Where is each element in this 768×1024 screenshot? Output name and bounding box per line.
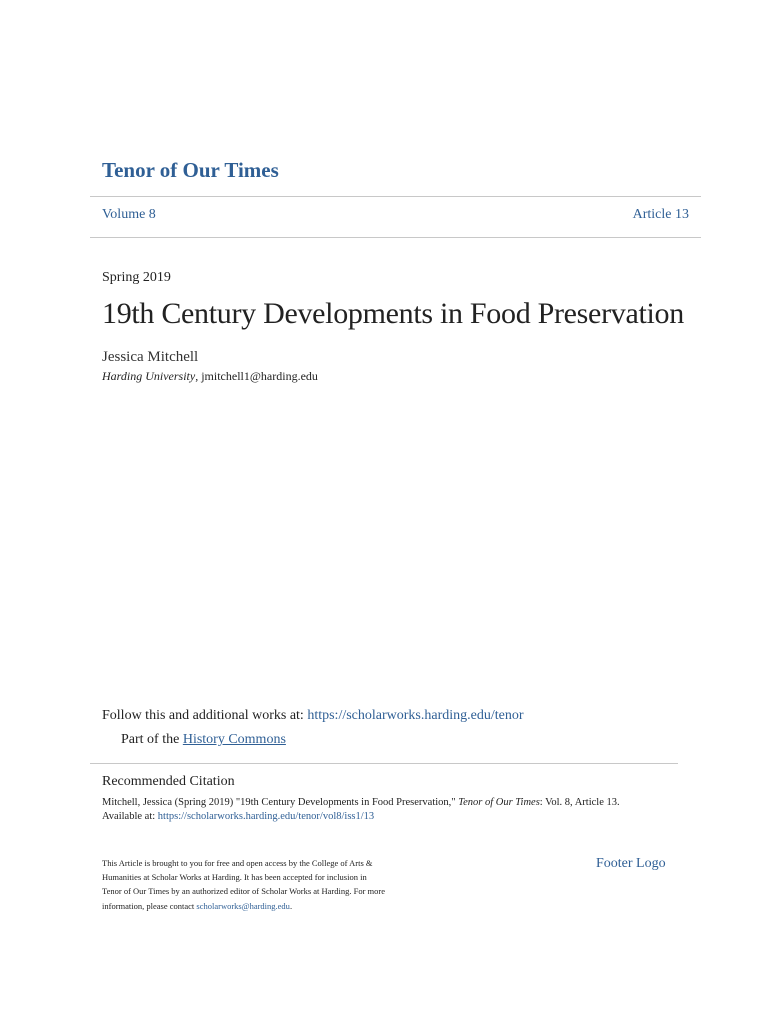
affiliation-name: Harding University bbox=[102, 369, 196, 383]
article-title: 19th Century Developments in Food Preservation bbox=[102, 297, 684, 330]
citation-heading: Recommended Citation bbox=[102, 774, 235, 789]
contact-email-link[interactable]: scholarworks@harding.edu bbox=[196, 900, 290, 911]
author-affiliation bbox=[102, 369, 318, 384]
article-number-link[interactable]: Article 13 bbox=[632, 207, 689, 222]
divider-bottom bbox=[90, 237, 701, 238]
notice-text: This Article is brought to you for free and open access by the College of Arts & Humanities at Scholar Works at Harding. It has been accepted for inclusion in Tenor of Our Times by an authorized editor of Scholar Works at Harding. For more information, please contact bbox=[102, 858, 386, 911]
part-of-line bbox=[121, 732, 286, 748]
author-name: Jessica Mitchell bbox=[102, 349, 199, 365]
citation-text-pre: Mitchell, Jessica (Spring 2019) "19th Century Developments in Food Preservation," bbox=[102, 797, 459, 808]
follow-url-link[interactable]: https://scholarworks.harding.edu/tenor bbox=[307, 708, 524, 723]
citation-body bbox=[102, 796, 702, 824]
follow-line bbox=[102, 708, 524, 724]
footer-logo[interactable]: Footer Logo bbox=[596, 856, 666, 871]
follow-label: Follow this and additional works at: bbox=[102, 708, 308, 723]
part-of-label: Part of the bbox=[121, 732, 183, 747]
notice-end: . bbox=[289, 900, 293, 911]
history-commons-link[interactable]: History Commons bbox=[182, 732, 286, 747]
citation-journal: Tenor of Our Times bbox=[458, 797, 540, 808]
volume-row bbox=[102, 207, 689, 223]
citation-text-post: : Vol. 8, Article 13. bbox=[539, 797, 620, 808]
citation-divider bbox=[90, 763, 678, 764]
journal-title[interactable]: Tenor of Our Times bbox=[102, 158, 279, 182]
affiliation-separator: , bbox=[195, 369, 202, 383]
publication-date: Spring 2019 bbox=[102, 270, 171, 285]
access-notice bbox=[102, 856, 387, 913]
available-url-link[interactable]: https://scholarworks.harding.edu/tenor/vol8/iss1/13 bbox=[157, 811, 375, 822]
author-email: jmitchell1@harding.edu bbox=[201, 369, 318, 383]
volume-link[interactable]: Volume 8 bbox=[102, 207, 156, 222]
available-label: Available at: bbox=[102, 811, 158, 822]
divider-top bbox=[90, 196, 701, 197]
